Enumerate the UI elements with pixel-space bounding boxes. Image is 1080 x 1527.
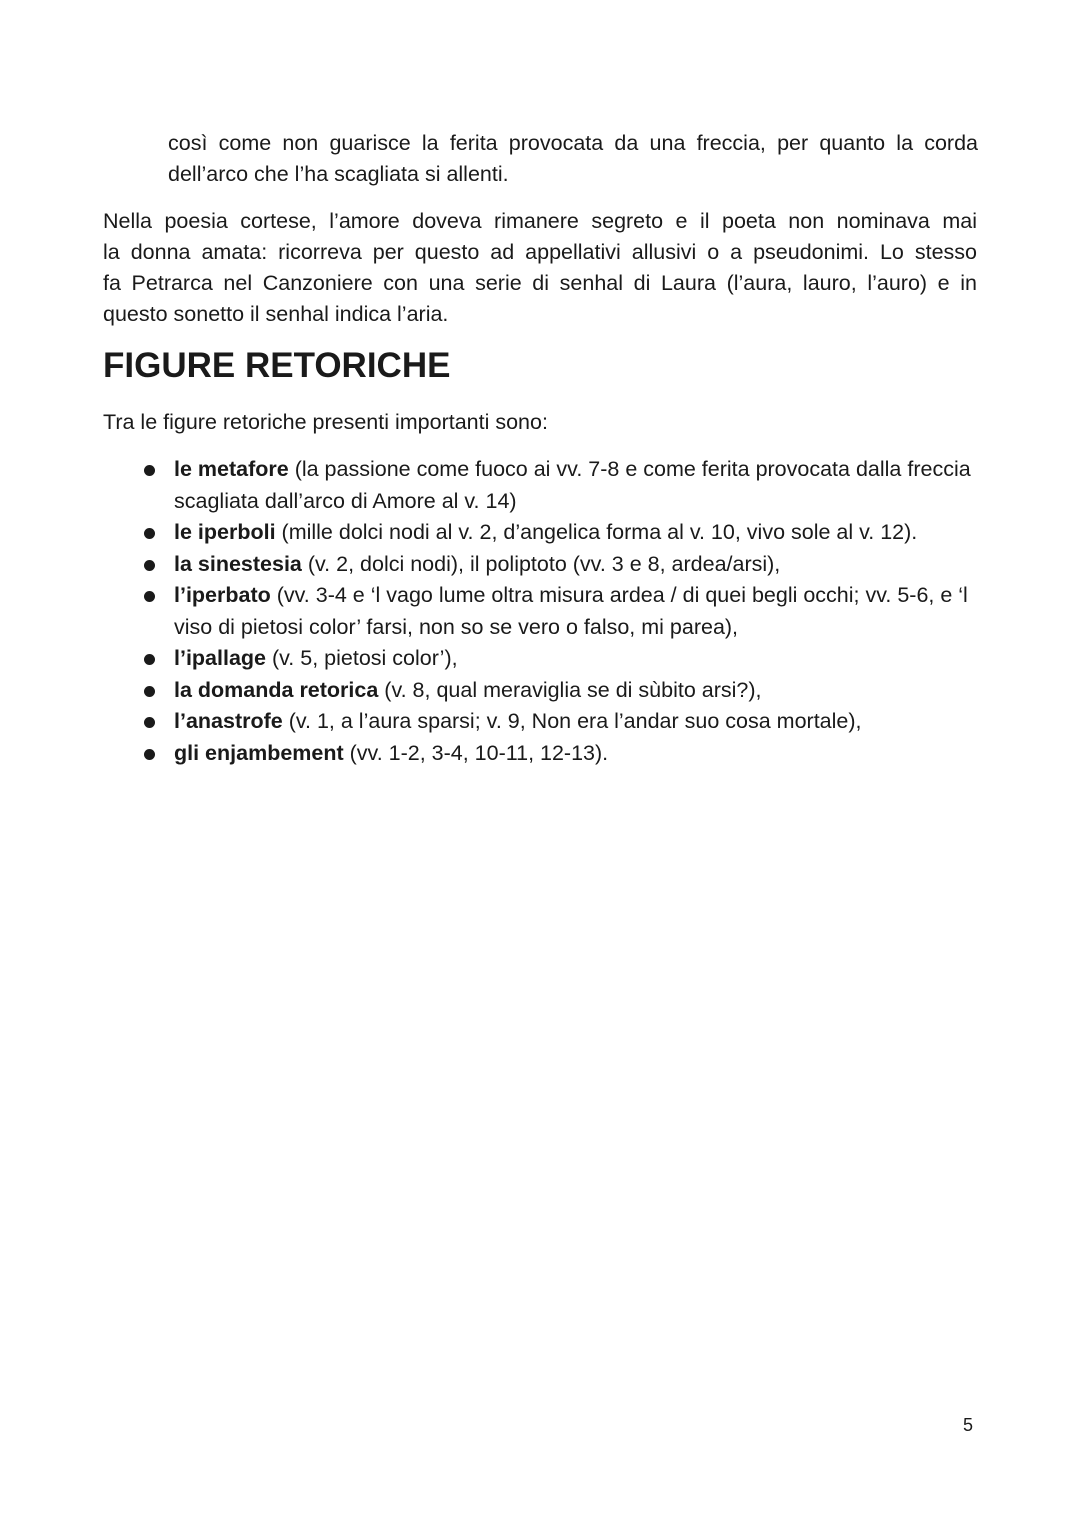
continuation-line: così come non guarisce la ferita provocata da una freccia, per quanto la corda (168, 131, 978, 155)
figure-term: l’ipallage (174, 646, 267, 670)
paragraph-line: la donna amata: ricorreva per questo ad appellativi allusivi o a pseudonimi. Lo stesso (103, 240, 977, 264)
continuation-paragraph (168, 128, 978, 190)
figure-description: (vv. 1-2, 3-4, 10-11, 12-13). (343, 740, 609, 765)
list-item (103, 454, 983, 517)
list-item (103, 549, 983, 581)
bullet-icon (144, 465, 155, 476)
bullet-icon (144, 654, 155, 665)
list-item (103, 517, 983, 549)
figure-description: (mille dolci nodi al v. 2, d’angelica forma al v. 10, vivo sole al v. 12). (275, 520, 918, 544)
figure-term: le iperboli (174, 520, 276, 544)
figure-description: (v. 1, a l’aura sparsi; v. 9, Non era l’andar suo cosa mortale), (282, 709, 862, 733)
figure-term: gli enjambement (174, 740, 344, 765)
bullet-icon (144, 717, 155, 728)
list-item (103, 706, 983, 738)
paragraph-line: Nella poesia cortese, l’amore doveva rimanere segreto e il poeta non nominava mai (103, 209, 977, 233)
bullet-icon (144, 686, 155, 697)
figures-list (103, 454, 983, 769)
section-intro: Tra le figure retoriche presenti importanti sono: (103, 410, 548, 434)
figure-term: la sinestesia (174, 551, 302, 576)
section-heading: FIGURE RETORICHE (103, 346, 451, 385)
list-item (103, 643, 983, 675)
bullet-icon (144, 560, 155, 571)
paragraph-line: questo sonetto il senhal indica l’aria. (103, 302, 449, 326)
bullet-icon (144, 528, 155, 539)
figure-term: l’iperbato (174, 583, 271, 607)
figure-description: (v. 8, qual meraviglia se di sùbito arsi?), (378, 677, 762, 702)
list-item (103, 675, 983, 707)
figure-term: l’anastrofe (174, 709, 283, 733)
figure-description: (vv. 3-4 e ‘l vago lume oltra misura ardea / di quei begli occhi; vv. 5-6, e ‘l viso di pietosi color’ farsi, non so se vero o falso, mi parea), (174, 583, 968, 639)
figure-description: (la passione come fuoco ai vv. 7-8 e come ferita provocata dalla freccia scagliata dall’arco di Amore al v. 14) (174, 457, 971, 513)
continuation-line: dell’arco che l’ha scagliata si allenti. (168, 162, 509, 186)
page-number: 5 (963, 1415, 974, 1435)
figure-description: (v. 5, pietosi color’), (266, 646, 458, 670)
bullet-icon (144, 749, 155, 760)
body-paragraph (103, 206, 977, 330)
list-item (103, 738, 983, 770)
list-item (103, 580, 983, 643)
figure-term: la domanda retorica (174, 677, 379, 702)
paragraph-line: fa Petrarca nel Canzoniere con una serie di senhal di Laura (l’aura, lauro, l’auro) e in (103, 271, 977, 295)
bullet-icon (144, 591, 155, 602)
figure-term: le metafore (174, 457, 289, 481)
figure-description: (v. 2, dolci nodi), il poliptoto (vv. 3 e 8, ardea/arsi), (301, 551, 781, 576)
